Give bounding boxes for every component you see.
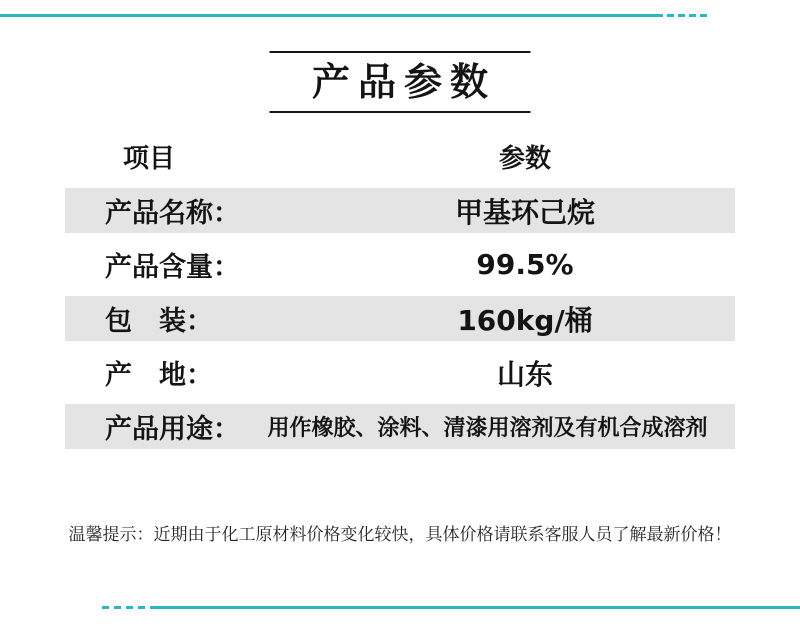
title-block — [270, 51, 531, 113]
row-label: 包 装： — [105, 306, 213, 337]
row-value: 甲基环己烷 — [454, 195, 595, 229]
table-header-row — [65, 134, 735, 179]
spec-table — [65, 134, 735, 458]
row-purity — [65, 242, 735, 287]
row-label: 产品含量： — [105, 252, 240, 283]
top-accent-line — [0, 14, 800, 17]
notice-text: 温馨提示：近期由于化工原材料价格变化较快，具体价格请联系客服人员了解最新价格！ — [68, 525, 732, 545]
page-title: 产品参数 — [311, 60, 496, 104]
row-packaging — [65, 296, 735, 341]
bottom-accent-line — [102, 606, 800, 609]
accent-dash — [689, 14, 696, 17]
accent-dash — [678, 14, 685, 17]
accent-dash — [102, 606, 109, 609]
row-value: 160kg/桶 — [457, 303, 593, 337]
accent-dash — [667, 14, 674, 17]
accent-line-solid — [0, 14, 663, 17]
row-product-name — [65, 188, 735, 233]
row-usage — [65, 404, 735, 449]
accent-dash — [126, 606, 133, 609]
row-origin — [65, 350, 735, 395]
accent-dash — [114, 606, 121, 609]
accent-dash — [700, 14, 707, 17]
accent-dash — [138, 606, 145, 609]
row-label: 产品名称： — [105, 198, 240, 229]
header-item-label: 项目 — [123, 144, 176, 174]
title-rule-bottom — [270, 111, 531, 113]
row-value: 用作橡胶、涂料、清漆用溶剂及有机合成溶剂 — [267, 416, 708, 441]
accent-line-solid — [150, 606, 800, 609]
row-value: 99.5% — [476, 248, 574, 281]
header-parameter-label: 参数 — [498, 144, 551, 174]
row-value: 山东 — [496, 357, 553, 391]
row-label: 产品用途： — [105, 414, 240, 445]
row-label: 产 地： — [105, 360, 213, 391]
